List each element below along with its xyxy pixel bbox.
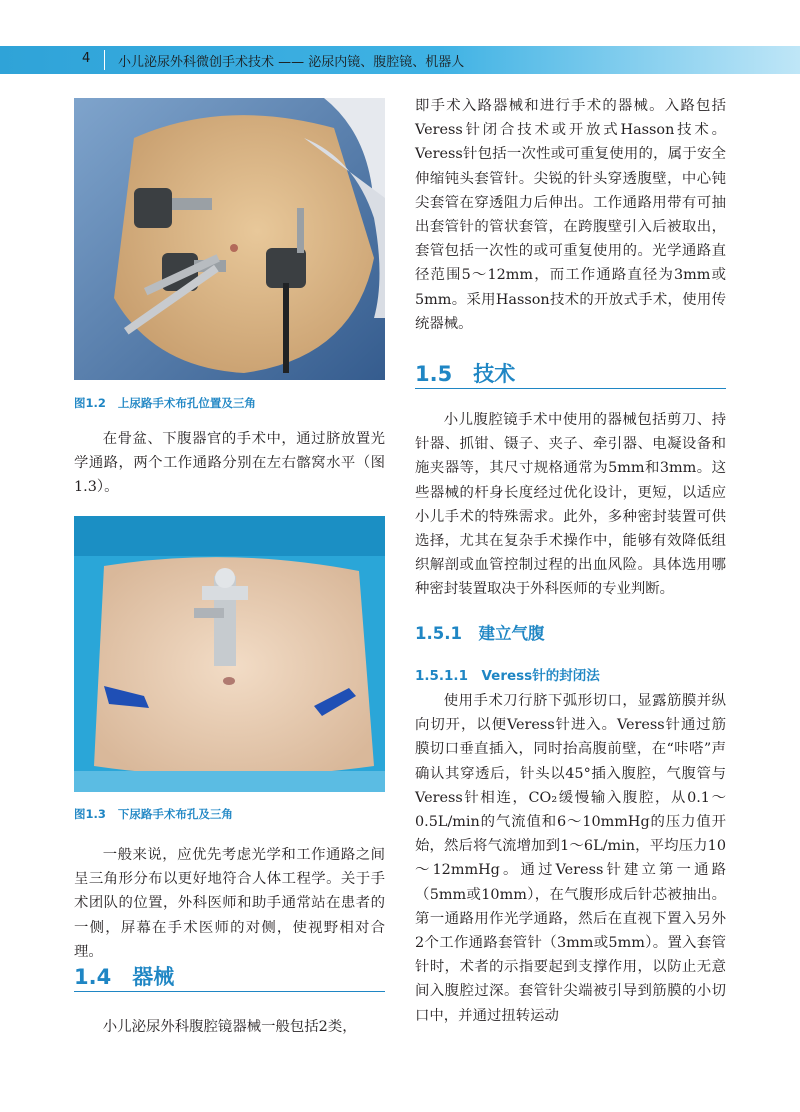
section-heading-1-5-1: 1.5.1 建立气腹 bbox=[415, 624, 545, 643]
left-para-instruments: 小儿泌尿外科腹腔镜器械一般包括2类， bbox=[102, 1019, 357, 1035]
header-divider bbox=[104, 50, 105, 70]
left-para-pelvic-ports: 在骨盆、下腹器官的手术中，通过脐放置光学通路，两个工作通路分别在左右髂窝水平（图1.3）。 bbox=[74, 431, 385, 496]
page-number: 4 bbox=[82, 51, 91, 66]
right-paragraph-1 bbox=[415, 94, 726, 336]
section-1-4-rule bbox=[74, 991, 385, 992]
right-paragraph-3 bbox=[415, 689, 726, 1028]
figure-1-2-caption: 图1.2 上尿路手术布孔位置及三角 bbox=[74, 396, 256, 410]
running-header-title: 小儿泌尿外科微创手术技术 —— 泌尿内镜、腹腔镜、机器人 bbox=[118, 55, 465, 70]
section-heading-1-5-1-1: 1.5.1.1 Veress针的封闭法 bbox=[415, 668, 600, 684]
section-heading-1-4: 1.4 器械 bbox=[74, 965, 175, 989]
figure-1-3-photo bbox=[74, 516, 385, 792]
figure-1-3-caption: 图1.3 下尿路手术布孔及三角 bbox=[74, 807, 233, 821]
right-para-veress: 使用手术刀行脐下弧形切口，显露筋膜并纵向切开，以便Veress针进入。Veress针通过筋膜切口垂直插入，同时抬高腹前壁，在“咔嗒”声确认其穿透后，针头以45°插入腹腔，气腹管与Veress针相连，CO₂缓慢输入腹腔，从0.1～0.5L/min的气流值和6～10mmHg的压力值开始，然后将气流增加到1～6L/min，平均压力10～12mmHg。通过Veress针建立第一通路（5mm或10mm），在气腹形成后针芯被抽出。第一通路用作光学通路，然后在直视下置入另外2个工作通路套管针（3mm或5mm）。置入套管针时，术者的示指要起到支撑作用，以防止无意间入腹腔过深。套管针尖端被引导到筋膜的小切口中，并通过扭转运动 bbox=[415, 693, 726, 1024]
figure-1-2-photo bbox=[74, 98, 385, 380]
lower-urinary-port-photo bbox=[74, 516, 385, 792]
left-paragraph-1 bbox=[74, 427, 385, 500]
left-para-triangulation: 一般来说，应优先考虑光学和工作通路之间呈三角形分布以更好地符合人体工程学。关于手术团队的位置，外科医师和助手通常站在患者的一侧，屏幕在手术医师的对侧，使视野相对合理。 bbox=[74, 847, 385, 960]
upper-urinary-port-photo bbox=[74, 98, 385, 380]
right-paragraph-2 bbox=[415, 408, 726, 602]
left-paragraph-2 bbox=[74, 843, 385, 964]
left-paragraph-3 bbox=[74, 1015, 385, 1039]
right-para-access-instruments: 即手术入路器械和进行手术的器械。入路包括Veress针闭合技术或开放式Hasson技术。Veress针包括一次性或可重复使用的，属于安全伸缩钝头套管针。尖锐的针头穿透腹壁，中心钝尖套管在穿透阻力后伸出。工作通路用带有可抽出套管针的管状套管，在跨腹壁引入后被取出，套管包括一次性的或可重复使用的。光学通路直径范围5～12mm，而工作通路直径为3mm或5mm。采用Hasson技术的开放式手术，使用传统器械。 bbox=[415, 98, 726, 332]
section-heading-1-5: 1.5 技术 bbox=[415, 362, 516, 386]
section-1-5-rule bbox=[415, 388, 726, 389]
right-para-technique: 小儿腹腔镜手术中使用的器械包括剪刀、持针器、抓钳、镊子、夹子、牵引器、电凝设备和施夹器等，其尺寸规格通常为5mm和3mm。这些器械的杆身长度经过优化设计，更短，以适应小儿手术的特殊需求。此外，多种密封装置可供选择，尤其在复杂手术操作中，能够有效降低组织解剖或血管控制过程的出血风险。具体选用哪种密封装置取决于外科医师的专业判断。 bbox=[415, 412, 726, 598]
